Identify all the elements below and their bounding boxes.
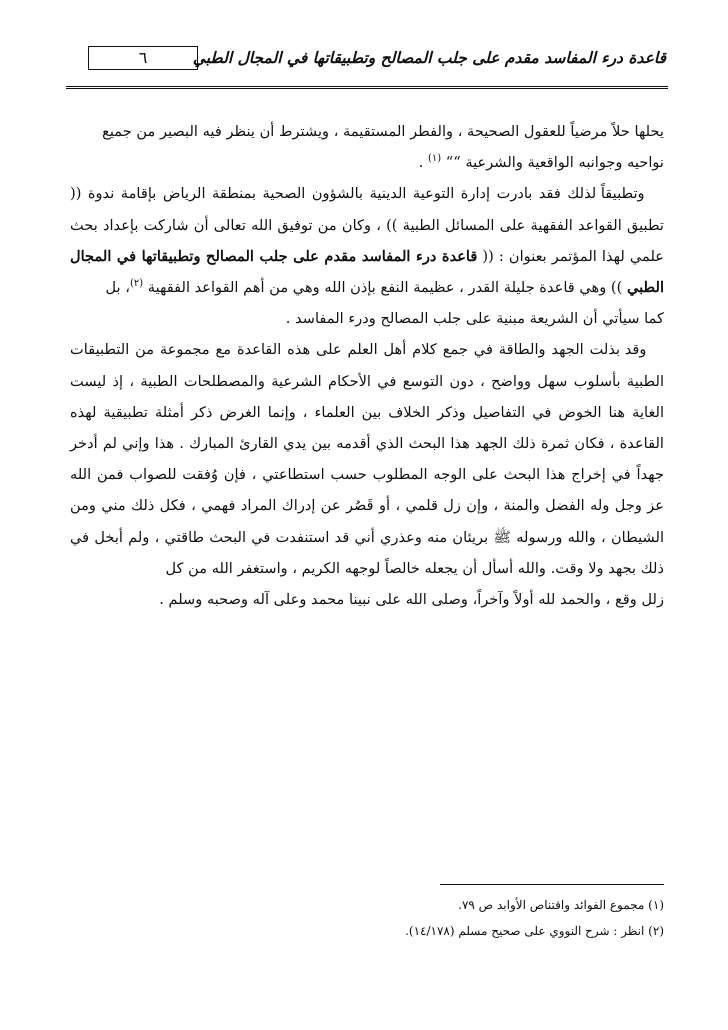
footnote-divider [440, 884, 664, 885]
footnotes [300, 892, 664, 944]
paragraph-3-last-line: زلل وقع ، والحمد لله أولاً وآخراً، وصلى الله على نبينا محمد وعلى آله وصحبه وسلم . [159, 591, 664, 609]
paragraph-2-end [70, 303, 664, 334]
paragraph-1-end [70, 147, 664, 178]
page-number-box [88, 46, 198, 70]
page-number: ٦ [138, 48, 148, 67]
paragraph-2-last-line: كما سيأتي أن الشريعة مبنية على جلب المصالح ودرء المفاسد . [285, 310, 664, 328]
running-title: قاعدة درء المفاسد مقدم على جلب المصالح وتطبيقاتها في المجال الطبي [192, 48, 666, 67]
footnote-1: (١) مجموع الفوائد واقتناص الأوابد ص ٧٩. [458, 898, 664, 912]
footnote-ref-2[interactable]: (٢) [129, 278, 144, 290]
paragraph-1 [70, 116, 664, 147]
paragraph-2-part-3: ، بل [105, 279, 130, 297]
footnote-ref-1[interactable]: (١) [427, 153, 442, 165]
page-header [66, 44, 666, 76]
paragraph-3 [70, 334, 664, 584]
paragraph-3-main: وقد بذلت الجهد والطاقة في جمع كلام أهل العلم على هذه القاعدة مع مجموعة من التطبيقات الطبية بأسلوب سهل وواضح ، دون التوسع في الأحكام الشرعية والمصطلحات الطبية ، إذ ليست الغاية هنا الخوض في التفاصيل وذكر الخلاف بين العلماء ، وإنما الغرض ذكر أمثلة تطبيقية لهذه القاعدة ، فكان ثمرة ذلك الجهد هذا البحث الذي أقدمه بين يدي القارئ المبارك . هذا وإني لم أدخر جهداً في إخراج هذا البحث على الوجه المطلوب حسب استطاعتي ، فإن وُفقت للصواب فمن الله عز وجل وله الفضل والمنة ، وإن زل قلمي ، أو قَصُر عن إدراك المراد فهمي ، فكل ذلك مني ومن الشيطان ، والله ورسوله ﷺ بريئان منه وعذري أني قد استنفدت في البحث طاقتي ، ولم أبخل في ذلك بجهد ولا وقت. والله أسأل أن يجعله خالصاً لوجهه الكريم ، واستغفر الله من كل [70, 341, 664, 577]
header-divider [66, 86, 668, 89]
paragraph-2 [70, 178, 664, 303]
paragraph-1-line-2: نواحيه وجوانبه الواقعية والشرعية ““ [441, 154, 664, 172]
paragraph-1-line-2-end: . [418, 154, 428, 172]
paragraph-3-end [70, 584, 664, 615]
paragraph-1-line-1: يحلها حلاً مرضياً للعقول الصحيحة ، والفطر المستقيمة ، ويشترط أن ينظر فيه البصير من جميع [102, 123, 664, 140]
main-text [70, 116, 664, 615]
paragraph-2-part-1: وتطبيقاً لذلك فقد بادرت إدارة التوعية الدينية بالشؤون الصحية بمنطقة الرياض بإقامة ندوة (( تطبيق القواعد الفقهية على المسائل الطبية )) ، وكان من توفيق الله تعالى أن شاركت بإعداد بحث علمي لهذا المؤتمر بعنوان : (( [70, 185, 664, 265]
paragraph-2-part-2: )) وهي قاعدة جليلة القدر ، عظيمة النفع بإذن الله وهي من أهم القواعد الفقهية [143, 279, 627, 297]
research-title: قاعدة درء المفاسد مقدم على جلب المصالح وتطبيقاتها في المجال الطبي [70, 247, 664, 297]
footnote-2: (٢) انظر : شرح النووي على صحيح مسلم (١٤/١٧٨). [405, 924, 664, 938]
